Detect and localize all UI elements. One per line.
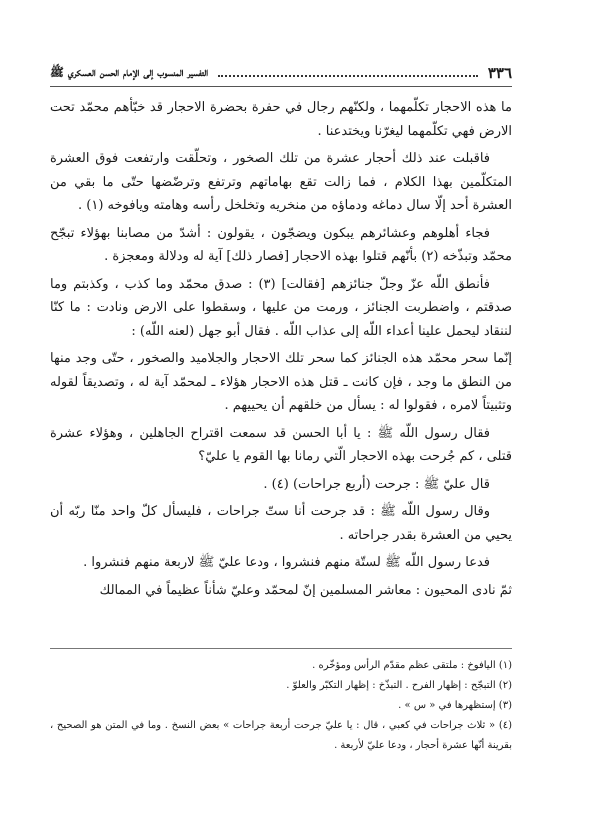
- footnote: (٤) « ثلاث جراحات في كعبي ، قال : يا عليّ جرحت أربعة جراحات » بعض النسخ . وما في المتن هو الصحيح ، بقرينة أنّها عشرة أحجار ، ودعا عليّ لأربعة .: [50, 720, 512, 751]
- paragraph: ثمّ نادى المحيون : معاشر المسلمين إنّ لمحمّد وعليّ شأناً عظيماً في الممالك: [99, 582, 512, 598]
- footnote: (١) اليافوخ : ملتقى عظم مقدّم الرأس ومؤخّره .: [312, 660, 512, 671]
- footnote-rule: [50, 648, 512, 649]
- paragraph: فاقبلت عند ذلك أحجار عشرة من تلك الصخور ، وتحلّقت وارتفعت فوق العشرة المتكلّمين بهذا الكلام ، فما زالت تقع بهاماتهم وترتفع وترضّضها حتّى ما بقي من العشرة أحد إلّا سال دماغه ودماؤه من منخريه وتخلخل رأسه وهامته ويافوخه (١) .: [50, 151, 512, 213]
- footnote: (٣) إستظهرها في « س » .: [398, 700, 512, 711]
- footnotes: [50, 656, 512, 756]
- page-number: ٣٣٦: [487, 64, 512, 82]
- paragraph: فقال رسول اللّه ﷺ : يا أبا الحسن قد سمعت اقتراح الجاهلين ، وهؤلاء عشرة قتلى ، كم جُرحت بهذه الاحجار الّتي رمانا بها القوم يا عليّ؟: [50, 425, 512, 464]
- paragraph: ما هذه الاحجار تكلّمهما ، ولكنّهم رجال في حفرة بحضرة الاحجار قد خبّأهم محمّد تحت الارض فهي تكلّمهما ليغرّنا ويختدعنا .: [50, 100, 512, 139]
- paragraph: فأنطق اللّه عزّ وجلّ جنائزهم [فقالت] (٣) : صدق محمّد وما كذب ، وكذبتم وما صدقتم ، واضطربت الجنائز ، ورمت من عليها ، وسقطوا على الارض ونادت : ما كنّا لننقاد ليحمل علينا أعداء اللّه إلى عذاب اللّه . فقال أبو جهل (لعنه اللّه) :: [50, 276, 512, 339]
- footnote: (٢) التبجّح : إظهار الفرح . التبذّخ : إظهار التكبّر والعلوّ .: [286, 680, 512, 691]
- paragraph: فدعا رسول اللّه ﷺ لستّة منهم فنشروا ، ودعا عليّ ﷺ لاربعة منهم فنشروا .: [83, 555, 490, 570]
- header-rule: [50, 86, 512, 87]
- paragraph: فجاء أهلوهم وعشائرهم يبكون ويضجّون ، يقولون : أشدّ من مصابنا بهؤلاء تبجّح محمّد وتبذّخه (٢) بأنّهم قتلوا بهذه الاحجار [فصار ذلك] آية له ودلالة ومعجزة .: [50, 225, 512, 264]
- paragraph: وقال رسول اللّه ﷺ : قد جرحت أنا ستّ جراحات ، فليسأل كلّ واحد منّا ربّه أن يحيي من العشرة بقدر جراحاته .: [50, 504, 512, 543]
- body-text: [50, 96, 512, 606]
- header-dotted-divider: [218, 75, 478, 77]
- paragraph: إنّما سحر محمّد هذه الجنائز كما سحر تلك الاحجار والجلاميد والصخور ، حتّى وجد منها من النطق ما وجد ، فإن كانت ـ قتل هذه الاحجار هؤلاء ـ لمحمّد آية له ، وتصديقاً لقوله وتثبيتاً لامره ، فقولوا له : يسأل من خلقهم أن يحييهم .: [50, 351, 512, 413]
- running-title: التفسير المنسوب إلى الإمام الحسن العسكري ﷺ: [50, 65, 209, 79]
- page-header: [50, 60, 512, 82]
- paragraph: قال عليّ ﷺ : جرحت (أربع جراحات) (٤) .: [263, 476, 490, 492]
